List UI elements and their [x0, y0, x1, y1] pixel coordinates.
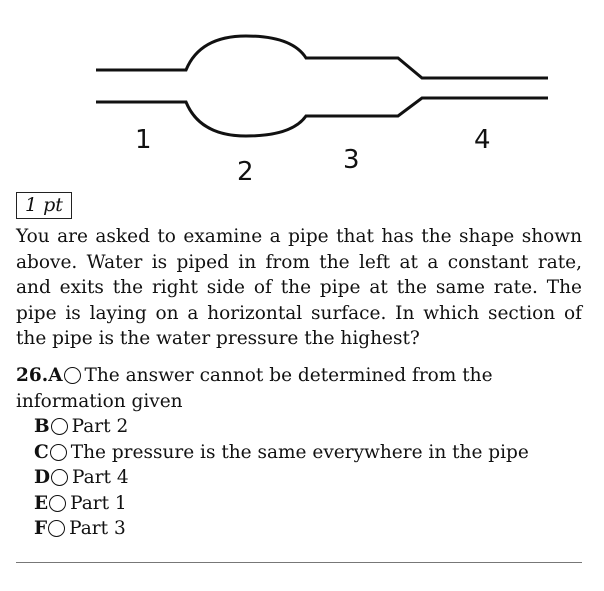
- choice-b[interactable]: [16, 414, 582, 440]
- radio-button-icon[interactable]: [50, 444, 67, 461]
- pipe-upper-wall: [96, 36, 548, 78]
- choice-letter: D: [34, 467, 51, 488]
- radio-button-icon[interactable]: [49, 495, 66, 512]
- radio-button-icon[interactable]: [48, 520, 65, 537]
- choice-letter: E: [34, 492, 49, 514]
- radio-button-icon[interactable]: [51, 418, 68, 435]
- choice-text: Part 1: [70, 492, 127, 514]
- radio-button-icon[interactable]: [51, 469, 68, 486]
- choice-text: The answer cannot be determined from the information given: [16, 365, 493, 412]
- choice-letter: A: [48, 365, 63, 386]
- choice-text: Part 2: [71, 416, 129, 437]
- section-label-3: 3: [343, 145, 360, 175]
- radio-button-icon[interactable]: [64, 367, 81, 384]
- choice-text: The pressure is the same everywhere in the pipe: [70, 441, 529, 463]
- choice-e[interactable]: [16, 491, 582, 517]
- choice-letter: C: [34, 441, 49, 463]
- choice-c[interactable]: [16, 440, 582, 466]
- choice-text: Part 4: [72, 467, 129, 488]
- choice-d[interactable]: [16, 465, 582, 491]
- points-badge: 1 pt: [16, 192, 72, 219]
- question-text: You are asked to examine a pipe that has the shape shown above. Water is piped in from the left at a constant rate, and exits the right side of the pipe at the same rate. The pipe is laying on a horizontal surface. In which section of the pipe is the water pressure the highest?: [16, 226, 582, 349]
- section-label-2: 2: [237, 157, 254, 187]
- section-label-4: 4: [474, 125, 491, 155]
- choice-f[interactable]: [16, 516, 582, 542]
- section-label-1: 1: [135, 125, 152, 155]
- choice-letter: B: [34, 416, 50, 437]
- choice-text: Part 3: [69, 518, 126, 539]
- pipe-diagram: [0, 0, 604, 190]
- question-number: 26.: [16, 365, 49, 386]
- answer-choices: [16, 363, 582, 542]
- choice-a[interactable]: [16, 363, 582, 414]
- divider-line: [16, 562, 582, 563]
- choice-letter: F: [34, 518, 48, 539]
